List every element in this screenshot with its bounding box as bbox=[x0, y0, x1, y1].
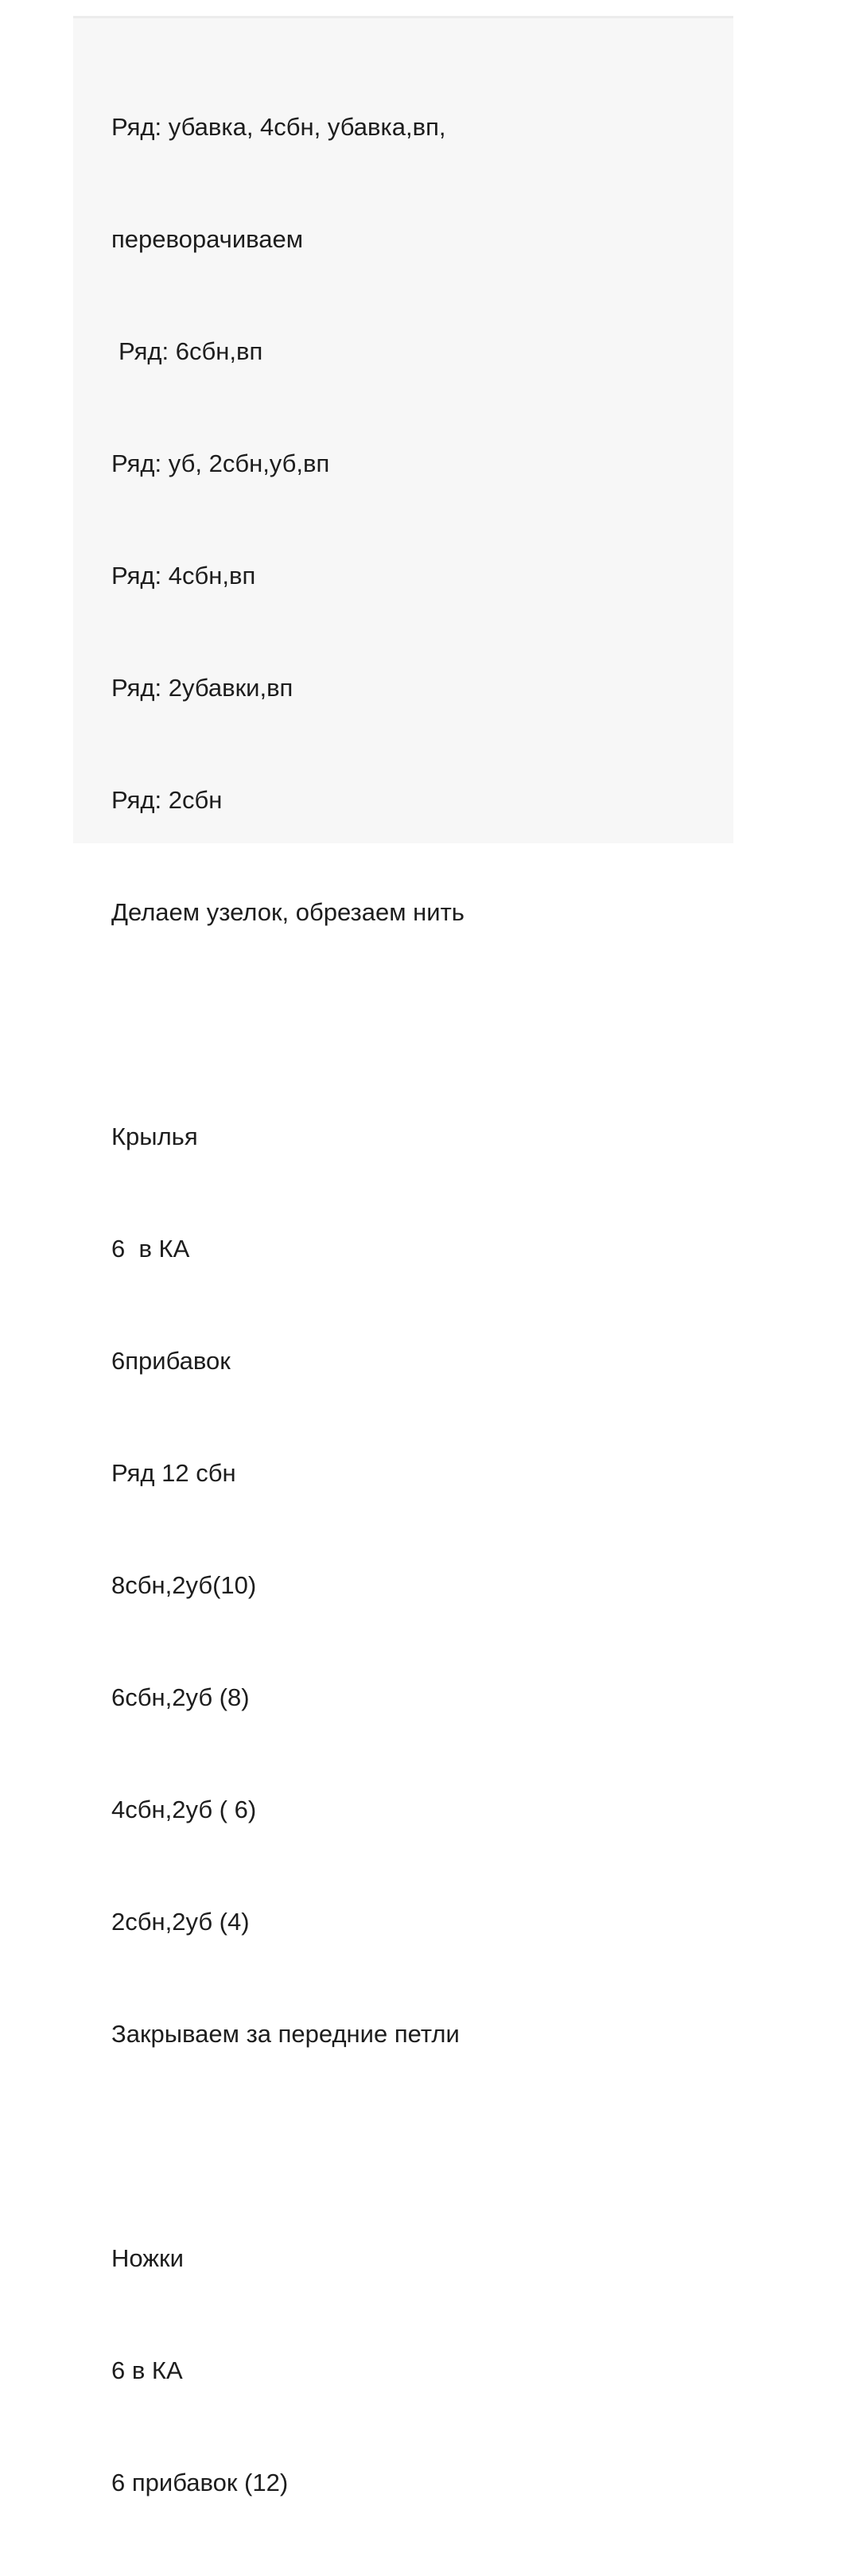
text-line: 6 в КА bbox=[111, 2356, 183, 2384]
text-line: Ряд 12 сбн bbox=[111, 1459, 236, 1487]
text-line: Ряд: убавка, 4сбн, убавка,вп, bbox=[111, 113, 446, 141]
section-heading-wings: Крылья bbox=[111, 1123, 198, 1150]
text-line: 6 прибавок (12) bbox=[111, 2469, 289, 2496]
blank-line bbox=[111, 1006, 464, 1043]
text-line: 6 в КА bbox=[111, 1235, 190, 1263]
text-line: переворачиваем bbox=[111, 225, 304, 253]
text-line: Ряд: 2убавки,вп bbox=[111, 674, 293, 702]
divider bbox=[73, 16, 733, 18]
text-line: Ряд: 4сбн,вп bbox=[111, 562, 256, 590]
text-line: Делаем узелок, обрезаем нить bbox=[111, 898, 464, 926]
text-line: 6сбн,2уб (8) bbox=[111, 1683, 250, 1711]
text-line: 6прибавок bbox=[111, 1347, 231, 1375]
section-heading-legs: Ножки bbox=[111, 2244, 184, 2272]
text-line: Ряд: 6сбн,вп bbox=[119, 337, 263, 365]
text-line: 8сбн,2уб(10) bbox=[111, 1571, 257, 1599]
text-line: 2сбн,2уб (4) bbox=[111, 1908, 250, 1936]
text-line: Ряд: уб, 2сбн,уб,вп bbox=[111, 449, 330, 477]
note-text-area bbox=[73, 16, 733, 2496]
instruction-list bbox=[111, 33, 464, 2576]
text-line: 4сбн,2уб ( 6) bbox=[111, 1796, 257, 1823]
text-line: Ряд: 2сбн bbox=[111, 786, 223, 814]
blank-line bbox=[111, 2127, 464, 2165]
text-line: Закрываем за передние петли bbox=[111, 2020, 460, 2048]
